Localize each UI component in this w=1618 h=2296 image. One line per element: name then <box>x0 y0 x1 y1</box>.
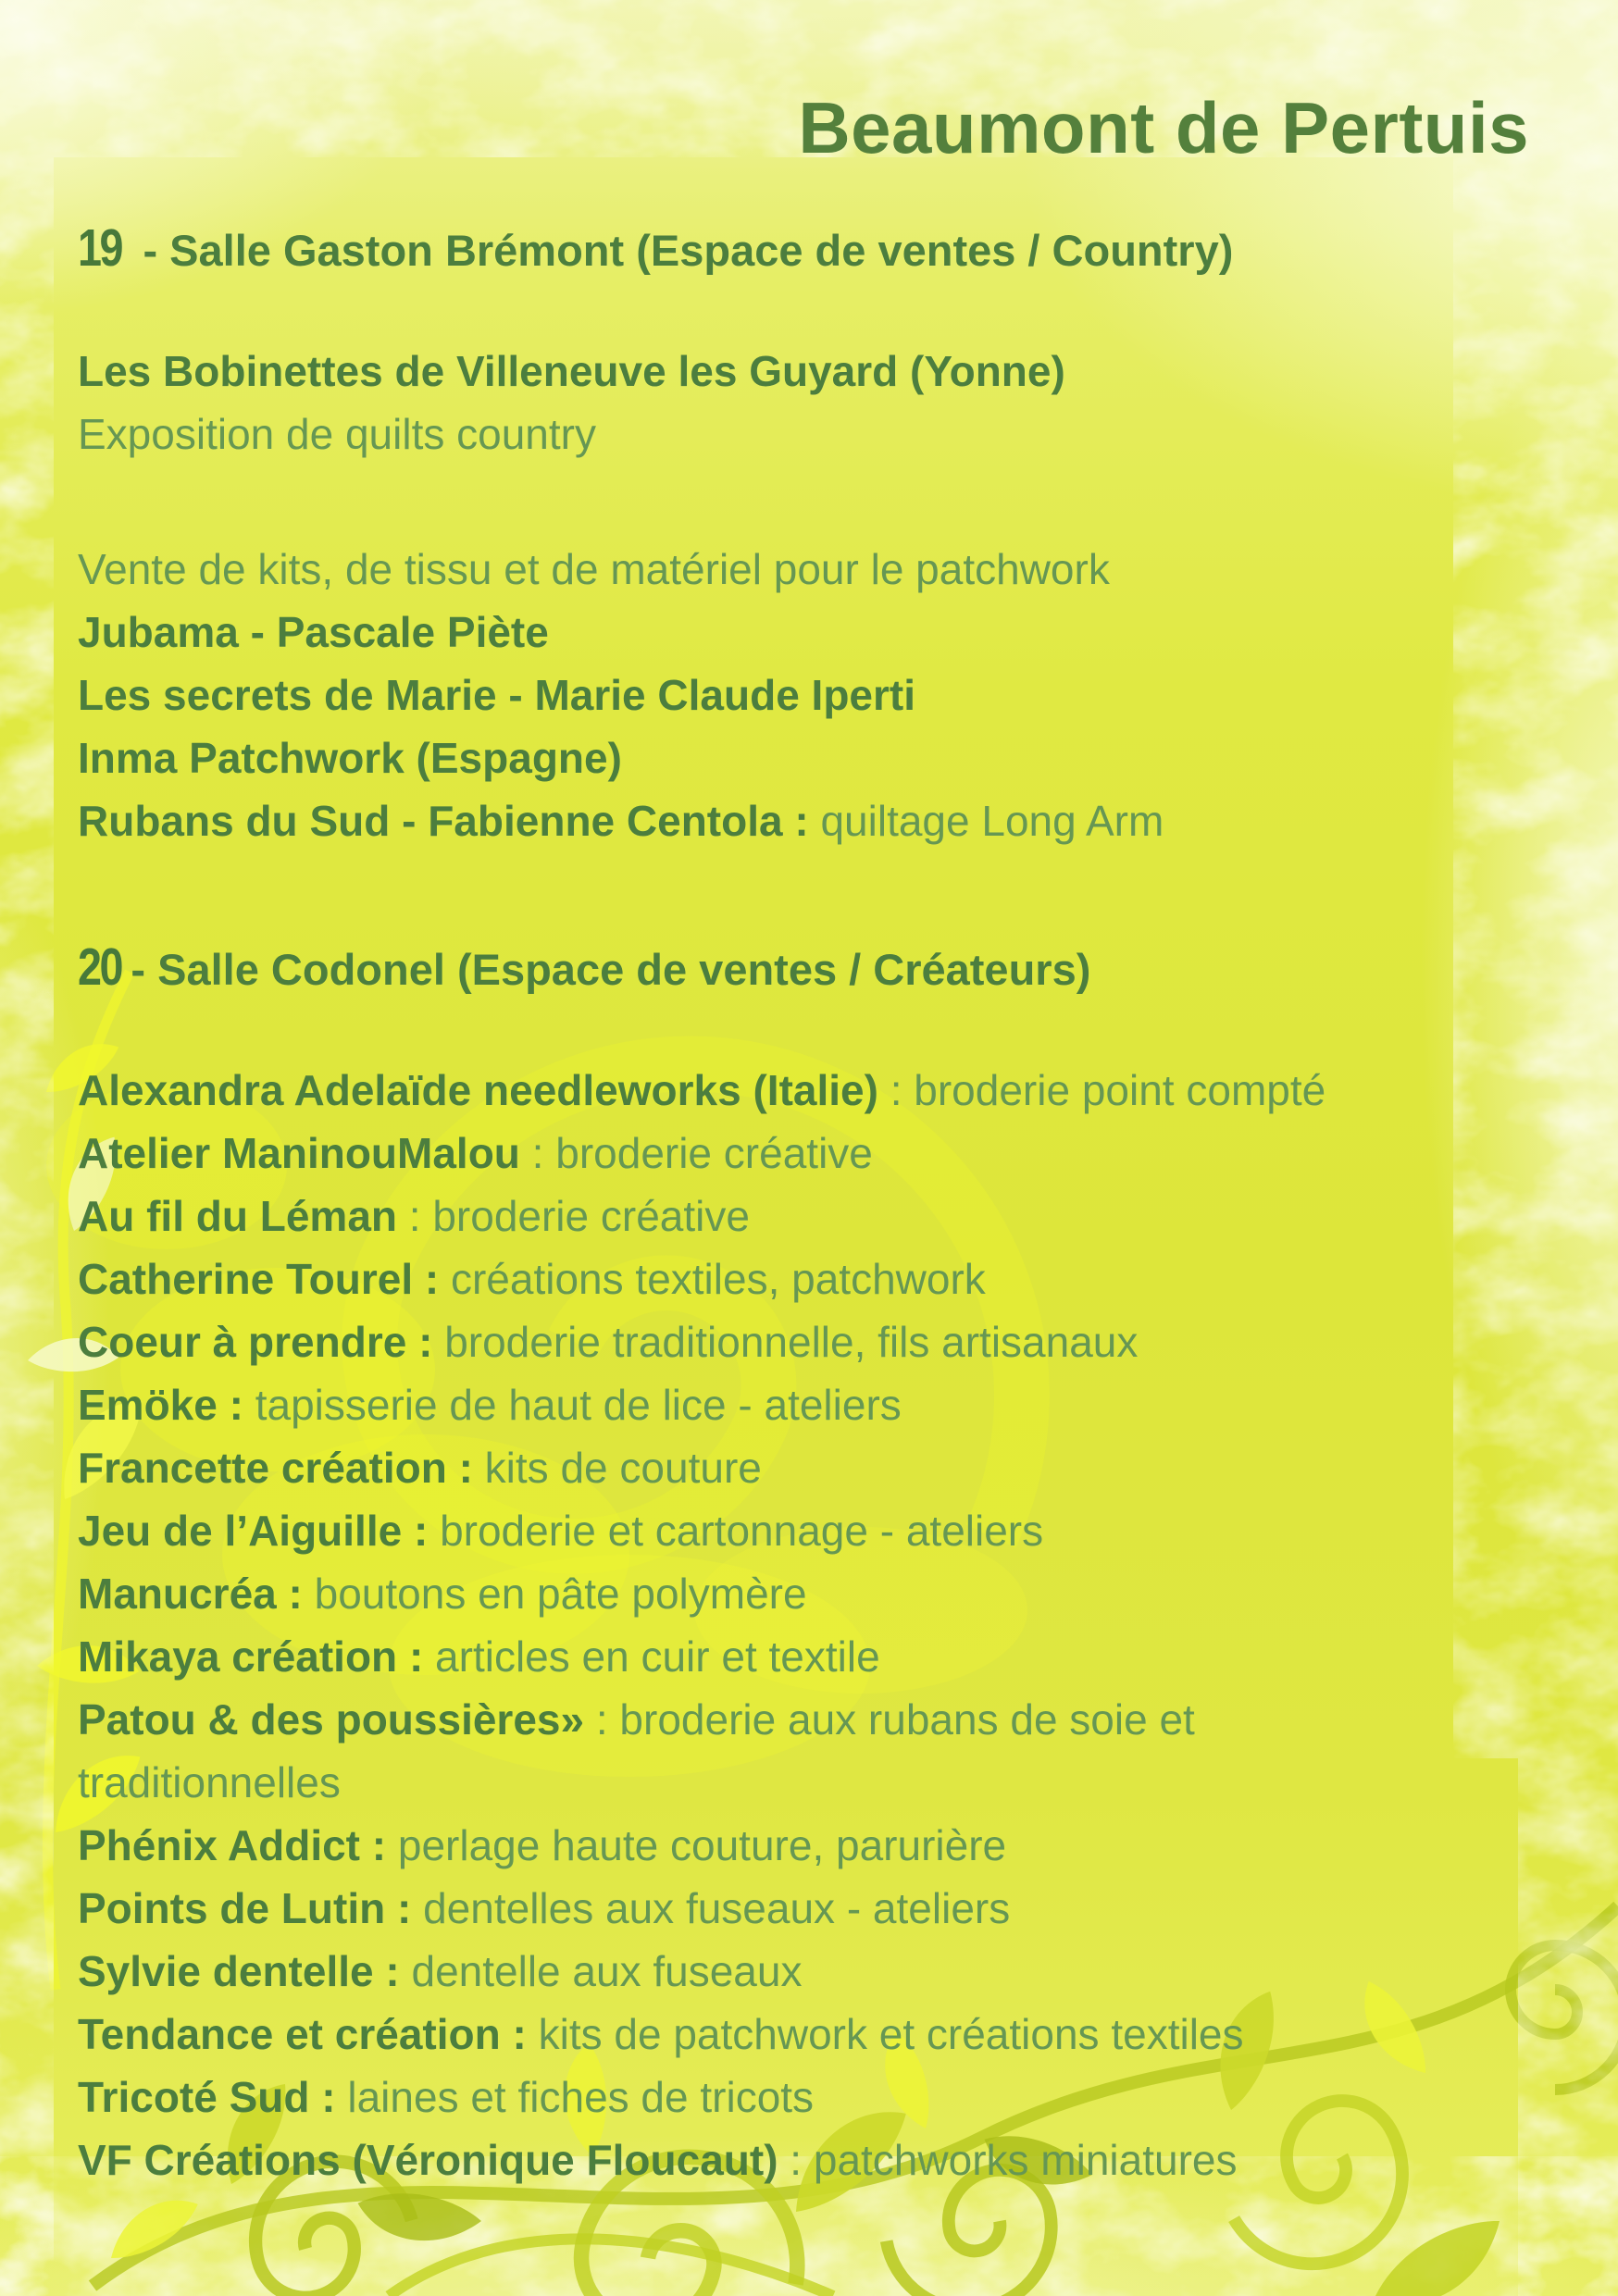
exhibitor-desc: Exposition de quilts country <box>78 410 596 459</box>
exhibitor-desc: : patchworks miniatures <box>778 2136 1238 2185</box>
exhibitor-desc: kits de patchwork et créations textiles <box>526 2010 1244 2059</box>
list-item <box>78 1247 1529 1310</box>
exhibitor-desc: : broderie point compté <box>877 1066 1326 1115</box>
list-item <box>78 1436 1529 1499</box>
exhibitor-name: Alexandra Adelaïde needleworks (Italie) <box>78 1066 878 1115</box>
exhibitor-name: Coeur à prendre : <box>78 1318 433 1367</box>
exhibitor-desc: : broderie aux rubans de soie et <box>584 1695 1195 1744</box>
exhibitor-name: Les secrets de Marie - Marie Claude Iperti <box>78 671 916 720</box>
list-item <box>78 2003 1529 2066</box>
exhibitor-desc: : broderie créative <box>397 1192 750 1241</box>
exhibitor-name: Inma Patchwork (Espagne) <box>78 734 622 783</box>
list-item <box>78 403 1529 465</box>
section-number: 19 <box>78 218 122 279</box>
exhibitor-name: Tendance et création : <box>78 2010 527 2059</box>
exhibitor-name: Tricoté Sud : <box>78 2073 336 2122</box>
list-item <box>78 538 1529 601</box>
section-title: - Salle Codonel (Espace de ventes / Créateurs) <box>131 945 1091 995</box>
exhibitor-name: Rubans du Sud - Fabienne Centola : <box>78 797 809 846</box>
list-item <box>78 1122 1529 1185</box>
list-item <box>78 1625 1529 1688</box>
list-item <box>78 2066 1529 2128</box>
exhibitor-desc: traditionnelles <box>78 1758 341 1807</box>
exhibitor-name: Jeu de l’Aiguille : <box>78 1507 429 1556</box>
list-item <box>78 1688 1529 1751</box>
exhibitor-desc: : broderie créative <box>519 1129 873 1178</box>
exhibitor-name: Phénix Addict : <box>78 1821 387 1870</box>
list-item <box>78 2128 1529 2191</box>
list-item <box>78 601 1529 664</box>
exhibitor-desc: laines et fiches de tricots <box>335 2073 815 2122</box>
exhibitor-name: Emöke : <box>78 1381 243 1430</box>
exhibitor-desc: tapisserie de haut de lice - ateliers <box>243 1381 902 1430</box>
exhibitor-name: VF Créations (Véronique Floucaut) <box>78 2136 778 2185</box>
exhibitor-name: Francette création : <box>78 1444 473 1493</box>
exhibitor-name: Manucréa : <box>78 1570 303 1619</box>
section-heading-19 <box>78 217 1529 282</box>
exhibitor-desc: quiltage Long Arm <box>808 797 1164 846</box>
list-item <box>78 1185 1529 1247</box>
exhibitor-desc: dentelles aux fuseaux - ateliers <box>411 1884 1011 1933</box>
list-item <box>78 1562 1529 1625</box>
exhibitor-name: Patou & des poussières» <box>78 1695 585 1744</box>
list-item <box>78 1751 1529 1814</box>
exhibitor-name: Sylvie dentelle : <box>78 1947 400 1996</box>
list-item <box>78 1373 1529 1436</box>
exhibitor-desc: kits de couture <box>472 1444 762 1493</box>
list-item <box>78 726 1529 789</box>
exhibitor-desc: broderie traditionnelle, fils artisanaux <box>432 1318 1139 1367</box>
list-item <box>78 1940 1529 2003</box>
exhibitor-name: Mikaya création : <box>78 1632 424 1682</box>
list-item <box>78 1499 1529 1562</box>
exhibitor-desc: créations textiles, patchwork <box>439 1255 986 1304</box>
list-item <box>78 789 1529 852</box>
exhibitor-name: Au fil du Léman <box>78 1192 397 1241</box>
exhibitor-desc: perlage haute couture, parurière <box>386 1821 1007 1870</box>
exhibitor-desc: broderie et cartonnage - ateliers <box>428 1507 1044 1556</box>
list-item <box>78 1310 1529 1373</box>
exhibitor-name: Jubama - Pascale Piète <box>78 608 549 657</box>
page-title: Beaumont de Pertuis <box>798 87 1529 168</box>
exhibitor-desc: articles en cuir et textile <box>423 1632 880 1682</box>
section-title: - Salle Gaston Brémont (Espace de ventes / Country) <box>131 226 1234 276</box>
section-heading-20 <box>78 936 1529 1001</box>
exhibitor-desc: Vente de kits, de tissu et de matériel pour le patchwork <box>78 545 1110 594</box>
exhibitor-desc: dentelle aux fuseaux <box>399 1947 803 1996</box>
exhibitor-name: Les Bobinettes de Villeneuve les Guyard (Yonne) <box>78 347 1065 396</box>
list-item <box>78 1059 1529 1122</box>
exhibitor-name: Catherine Tourel : <box>78 1255 440 1304</box>
exhibitor-desc: boutons en pâte polymère <box>302 1570 807 1619</box>
list-item <box>78 1877 1529 1940</box>
section-number: 20 <box>78 937 122 998</box>
exhibitor-name: Points de Lutin : <box>78 1884 412 1933</box>
list-item <box>78 340 1529 403</box>
list-item <box>78 1814 1529 1877</box>
list-item <box>78 664 1529 726</box>
exhibitor-name: Atelier ManinouMalou <box>78 1129 520 1178</box>
